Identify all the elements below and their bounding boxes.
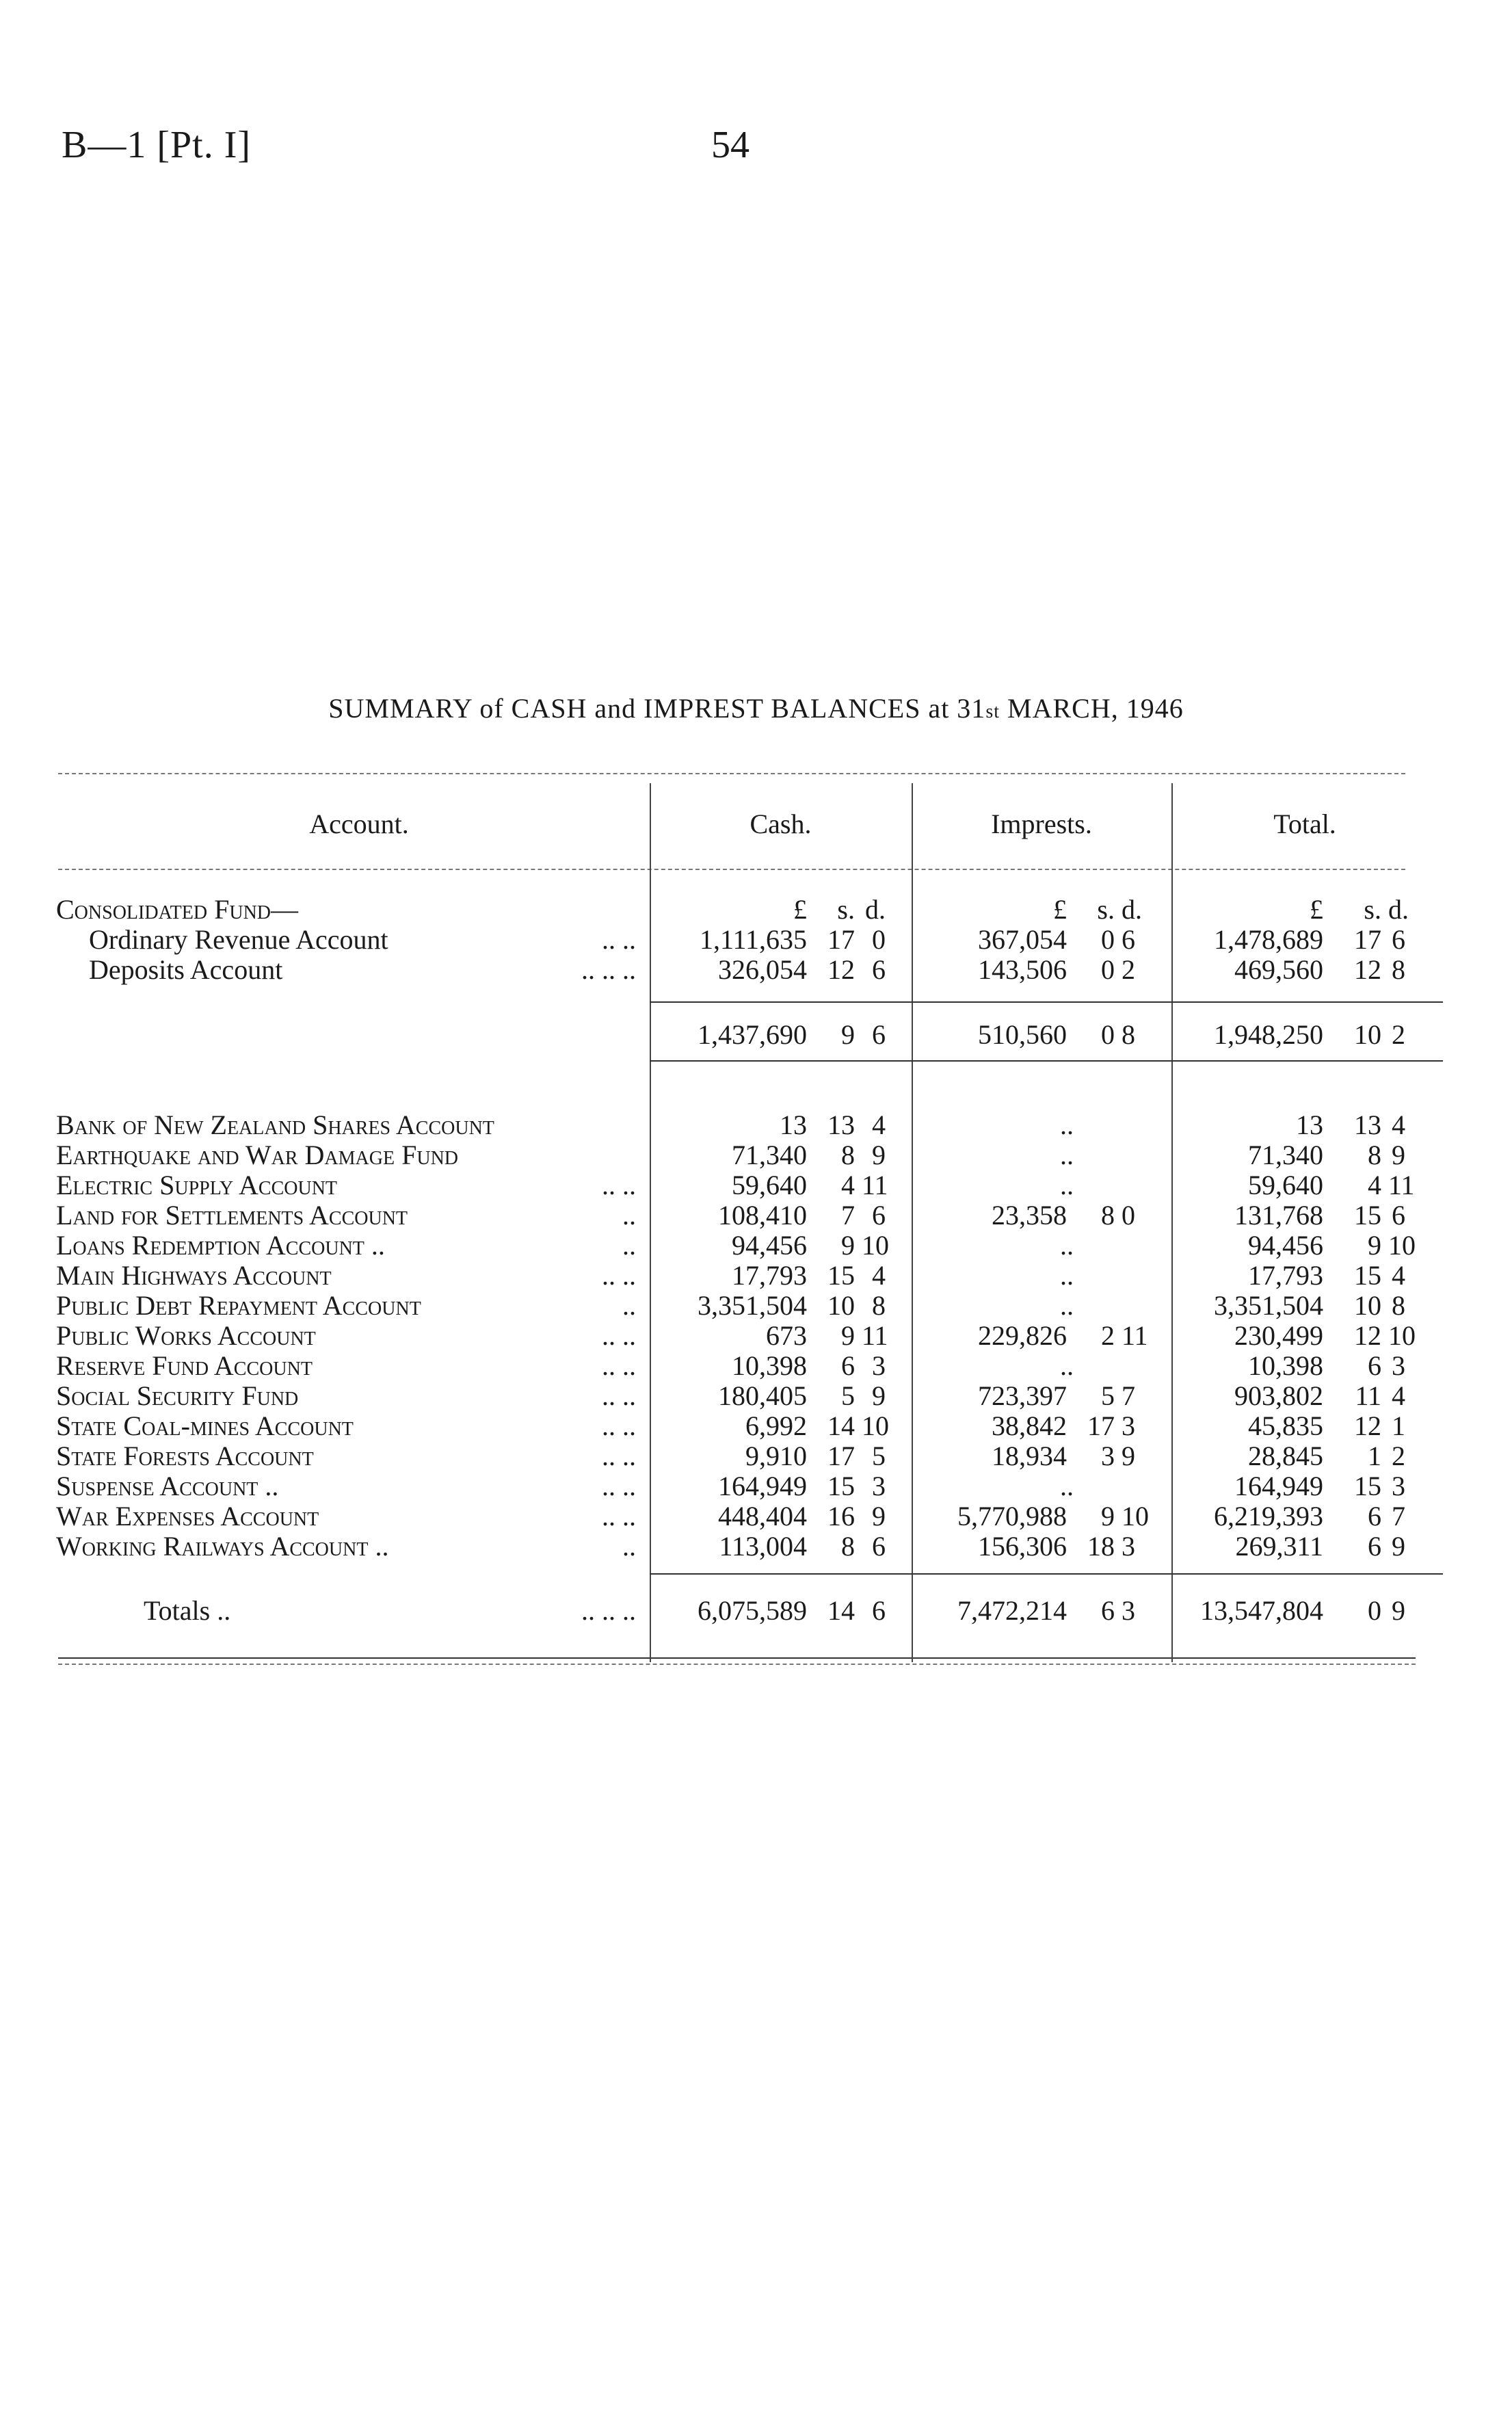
cash-unit-pounds: £ (793, 894, 807, 925)
leader-dots: .. .. (602, 1501, 636, 1532)
cash-pounds: 71,340 (732, 1140, 807, 1170)
imprests-pence: 0 (1122, 1200, 1135, 1231)
cash-pounds: 1,437,690 (698, 1019, 807, 1050)
total-shillings: 11 (1355, 1380, 1381, 1411)
imprests-pounds: 156,306 (978, 1531, 1067, 1562)
cash-pence: 3 (872, 1471, 886, 1501)
imprests-shillings: 0 (1101, 954, 1115, 985)
total-shillings: 8 (1368, 1140, 1381, 1170)
cash-pence: 9 (872, 1140, 886, 1170)
total-shillings: 17 (1354, 924, 1381, 955)
leader-dots: .. .. (602, 1410, 636, 1441)
account-name: Bank of New Zealand Shares Account (56, 1109, 494, 1140)
total-pounds: 1,478,689 (1214, 924, 1323, 955)
imprests-pence: 2 (1122, 954, 1135, 985)
imprests-pence: 3 (1122, 1531, 1135, 1562)
cash-pounds: 113,004 (719, 1531, 807, 1562)
total-shillings: 10 (1354, 1290, 1381, 1321)
cash-pounds: 1,111,635 (699, 924, 807, 955)
imprests-pounds: 5,770,988 (957, 1501, 1067, 1532)
total-pounds: 13,547,804 (1200, 1595, 1323, 1626)
cash-shillings: 7 (841, 1200, 855, 1231)
subtotal-rule (650, 1001, 1443, 1003)
total-shillings: 0 (1368, 1595, 1381, 1626)
total-pence: 8 (1392, 1290, 1405, 1321)
imprests-shillings: 8 (1101, 1200, 1115, 1231)
cash-shillings: 4 (841, 1170, 855, 1200)
imprests-pounds: 229,826 (978, 1320, 1067, 1351)
cash-pounds: 108,410 (718, 1200, 807, 1231)
total-unit-shillings: s. (1364, 894, 1381, 925)
cash-shillings: 15 (827, 1471, 855, 1501)
cash-pence: 6 (872, 1595, 886, 1626)
imprests-pounds: 367,054 (978, 924, 1067, 955)
total-pounds: 269,311 (1235, 1531, 1323, 1562)
account-name: Working Railways Account .. (56, 1531, 389, 1562)
cash-pounds: 9,910 (745, 1441, 807, 1471)
total-pounds: 10,398 (1248, 1350, 1323, 1381)
cash-pounds: 6,992 (745, 1410, 807, 1441)
account-name: Earthquake and War Damage Fund (56, 1140, 459, 1170)
imprests-value: .. (1060, 1471, 1074, 1501)
imprests-value: .. (1060, 1170, 1074, 1200)
cash-pence: 4 (872, 1109, 886, 1140)
imprests-pence: 11 (1122, 1320, 1148, 1351)
leader-dots: .. .. .. (581, 1595, 636, 1626)
total-shillings: 6 (1368, 1531, 1381, 1562)
total-pounds: 6,219,393 (1214, 1501, 1323, 1532)
total-pence: 3 (1392, 1350, 1405, 1381)
header-account: Account. (309, 809, 409, 839)
total-pence: 2 (1392, 1019, 1405, 1050)
cash-pounds: 94,456 (732, 1230, 807, 1261)
cash-pence: 4 (872, 1260, 886, 1291)
account-name: Land for Settlements Account (56, 1200, 408, 1231)
totals-rule (650, 1573, 1443, 1575)
total-pounds: 3,351,504 (1214, 1290, 1323, 1321)
total-shillings: 9 (1368, 1230, 1381, 1261)
total-pounds: 28,845 (1248, 1441, 1323, 1471)
imprests-value: .. (1060, 1230, 1074, 1261)
imprests-value: .. (1060, 1109, 1074, 1140)
total-pounds: 17,793 (1248, 1260, 1323, 1291)
cash-shillings: 17 (827, 1441, 855, 1471)
cash-shillings: 16 (827, 1501, 855, 1532)
total-shillings: 12 (1354, 1320, 1381, 1351)
total-shillings: 1 (1368, 1441, 1381, 1471)
leader-dots: .. (622, 1531, 636, 1562)
leader-dots: .. .. (602, 1380, 636, 1411)
leader-dots: .. .. (602, 1170, 636, 1200)
imprests-shillings: 0 (1101, 924, 1115, 955)
cash-shillings: 17 (827, 924, 855, 955)
cash-shillings: 8 (841, 1531, 855, 1562)
total-pence: 9 (1392, 1140, 1405, 1170)
imprests-unit-shillings: s. (1097, 894, 1115, 925)
imprests-pounds: 38,842 (992, 1410, 1067, 1441)
bottom-rule-2 (58, 1664, 1416, 1665)
cash-pence: 5 (872, 1441, 886, 1471)
imprests-pence: 6 (1122, 924, 1135, 955)
leader-dots: .. .. (602, 1260, 636, 1291)
subtotal-bottom-rule (650, 1060, 1443, 1062)
imprests-unit-pence: d. (1122, 894, 1142, 925)
account-name: Reserve Fund Account (56, 1350, 313, 1381)
total-pounds: 131,768 (1234, 1200, 1323, 1231)
cash-shillings: 5 (841, 1380, 855, 1411)
header-bottom-rule (58, 869, 1405, 870)
imprests-pounds: 723,397 (978, 1380, 1067, 1411)
cash-pounds: 164,949 (718, 1471, 807, 1501)
cash-pence: 6 (872, 954, 886, 985)
section-heading: Consolidated Fund— (56, 894, 299, 925)
total-pounds: 59,640 (1248, 1170, 1323, 1200)
imprests-pounds: 18,934 (992, 1441, 1067, 1471)
page-reference: B—1 [Pt. I] (62, 124, 251, 166)
imprests-pence: 3 (1122, 1595, 1135, 1626)
imprests-shillings: 5 (1101, 1380, 1115, 1411)
leader-dots: .. .. (602, 1320, 636, 1351)
cash-unit-pence: d. (865, 894, 886, 925)
total-pounds: 45,835 (1248, 1410, 1323, 1441)
total-shillings: 15 (1354, 1260, 1381, 1291)
cash-pounds: 13 (780, 1109, 807, 1140)
header-imprests: Imprests. (991, 809, 1092, 839)
table-title (0, 692, 1512, 724)
imprests-pence: 7 (1122, 1380, 1135, 1411)
imprests-pounds: 7,472,214 (957, 1595, 1067, 1626)
cash-shillings: 14 (827, 1410, 855, 1441)
total-pence: 10 (1388, 1230, 1416, 1261)
total-pounds: 230,499 (1234, 1320, 1323, 1351)
cash-shillings: 12 (827, 954, 855, 985)
total-unit-pence: d. (1388, 894, 1409, 925)
cash-shillings: 9 (841, 1320, 855, 1351)
total-pence: 4 (1392, 1109, 1405, 1140)
total-pence: 9 (1392, 1531, 1405, 1562)
leader-dots: .. (622, 1290, 636, 1321)
total-pounds: 164,949 (1234, 1471, 1323, 1501)
total-shillings: 13 (1354, 1109, 1381, 1140)
top-rule (58, 773, 1405, 774)
leader-dots: .. (622, 1200, 636, 1231)
cash-pence: 3 (872, 1350, 886, 1381)
total-pounds: 94,456 (1248, 1230, 1323, 1261)
cash-shillings: 9 (841, 1019, 855, 1050)
total-pence: 2 (1392, 1441, 1405, 1471)
cash-shillings: 14 (827, 1595, 855, 1626)
imprests-shillings: 0 (1101, 1019, 1115, 1050)
cash-pence: 6 (872, 1019, 886, 1050)
cash-pence: 8 (872, 1290, 886, 1321)
account-name: War Expenses Account (56, 1501, 319, 1532)
total-pence: 4 (1392, 1380, 1405, 1411)
leader-dots: .. .. (602, 1441, 636, 1471)
total-pence: 6 (1392, 924, 1405, 955)
leader-dots: .. .. (602, 1350, 636, 1381)
total-pence: 7 (1392, 1501, 1405, 1532)
imprests-value: .. (1060, 1140, 1074, 1170)
account-name: Public Works Account (56, 1320, 316, 1351)
imprests-pence: 10 (1122, 1501, 1149, 1532)
total-shillings: 15 (1354, 1200, 1381, 1231)
cash-pounds: 17,793 (732, 1260, 807, 1291)
cash-pounds: 59,640 (732, 1170, 807, 1200)
imprests-pounds: 23,358 (992, 1200, 1067, 1231)
imprests-pounds: 143,506 (978, 954, 1067, 985)
total-shillings: 12 (1354, 1410, 1381, 1441)
imprests-pence: 9 (1122, 1441, 1135, 1471)
header-cash: Cash. (750, 809, 812, 839)
account-name: Public Debt Repayment Account (56, 1290, 421, 1321)
account-name: Suspense Account .. (56, 1471, 279, 1501)
imprests-shillings: 2 (1101, 1320, 1115, 1351)
total-pence: 8 (1392, 954, 1405, 985)
total-pence: 3 (1392, 1471, 1405, 1501)
cash-pence: 9 (872, 1501, 886, 1532)
cash-pence: 6 (872, 1200, 886, 1231)
leader-dots: .. .. (602, 924, 636, 955)
cash-pounds: 180,405 (718, 1380, 807, 1411)
cash-pounds: 326,054 (718, 954, 807, 985)
cash-shillings: 6 (841, 1350, 855, 1381)
bottom-rule (58, 1657, 1416, 1659)
cash-shillings: 8 (841, 1140, 855, 1170)
cash-shillings: 10 (827, 1290, 855, 1321)
total-pence: 11 (1388, 1170, 1415, 1200)
imprests-value: .. (1060, 1290, 1074, 1321)
total-unit-pounds: £ (1310, 894, 1323, 925)
cash-shillings: 15 (827, 1260, 855, 1291)
total-shillings: 12 (1354, 954, 1381, 985)
total-pounds: 903,802 (1234, 1380, 1323, 1411)
total-pounds: 469,560 (1234, 954, 1323, 985)
imprests-pounds: 510,560 (978, 1019, 1067, 1050)
imprests-shillings: 3 (1101, 1441, 1115, 1471)
imprests-pence: 8 (1122, 1019, 1135, 1050)
total-pounds: 13 (1296, 1109, 1323, 1140)
total-shillings: 4 (1368, 1170, 1381, 1200)
total-shillings: 6 (1368, 1501, 1381, 1532)
total-pence: 9 (1392, 1595, 1405, 1626)
account-name: Social Security Fund (56, 1380, 299, 1411)
cash-pence: 6 (872, 1531, 886, 1562)
imprests-value: .. (1060, 1350, 1074, 1381)
cash-pounds: 3,351,504 (698, 1290, 807, 1321)
total-pounds: 1,948,250 (1214, 1019, 1323, 1050)
total-shillings: 6 (1368, 1350, 1381, 1381)
account-name: Ordinary Revenue Account (89, 924, 388, 955)
cash-pence: 11 (862, 1320, 888, 1351)
total-shillings: 15 (1354, 1471, 1381, 1501)
table-title-superscript: st (985, 701, 1000, 722)
leader-dots: .. .. (602, 1471, 636, 1501)
cash-pounds: 6,075,589 (698, 1595, 807, 1626)
total-pounds: 71,340 (1248, 1140, 1323, 1170)
leader-dots: .. (622, 1230, 636, 1261)
cash-pounds: 673 (766, 1320, 807, 1351)
imprests-shillings: 6 (1101, 1595, 1115, 1626)
account-name: Electric Supply Account (56, 1170, 338, 1200)
cash-pounds: 10,398 (732, 1350, 807, 1381)
total-shillings: 10 (1354, 1019, 1381, 1050)
total-pence: 1 (1392, 1410, 1405, 1441)
totals-label: Totals .. (144, 1595, 231, 1626)
account-name: Loans Redemption Account .. (56, 1230, 385, 1261)
imprests-shillings: 18 (1087, 1531, 1115, 1562)
total-pence: 4 (1392, 1260, 1405, 1291)
cash-pence: 11 (862, 1170, 888, 1200)
account-name: Main Highways Account (56, 1260, 332, 1291)
cash-pence: 10 (862, 1410, 889, 1441)
imprests-shillings: 17 (1087, 1410, 1115, 1441)
cash-pence: 9 (872, 1380, 886, 1411)
cash-unit-shillings: s. (837, 894, 855, 925)
leader-dots: .. .. .. (581, 954, 636, 985)
cash-pence: 0 (872, 924, 886, 955)
page-number: 54 (711, 124, 750, 166)
total-pence: 10 (1388, 1320, 1416, 1351)
imprests-unit-pounds: £ (1053, 894, 1067, 925)
account-name: State Coal-mines Account (56, 1410, 354, 1441)
cash-shillings: 13 (827, 1109, 855, 1140)
imprests-value: .. (1060, 1260, 1074, 1291)
table-title-date: MARCH, 1946 (1000, 693, 1184, 724)
cash-pounds: 448,404 (718, 1501, 807, 1532)
imprests-pence: 3 (1122, 1410, 1135, 1441)
account-name: State Forests Account (56, 1441, 314, 1471)
table-title-main: SUMMARY of CASH and IMPREST BALANCES at 31 (328, 693, 986, 724)
total-pence: 6 (1392, 1200, 1405, 1231)
account-name: Deposits Account (89, 954, 283, 985)
imprests-shillings: 9 (1101, 1501, 1115, 1532)
cash-pence: 10 (862, 1230, 889, 1261)
cash-shillings: 9 (841, 1230, 855, 1261)
header-total: Total. (1273, 809, 1336, 839)
